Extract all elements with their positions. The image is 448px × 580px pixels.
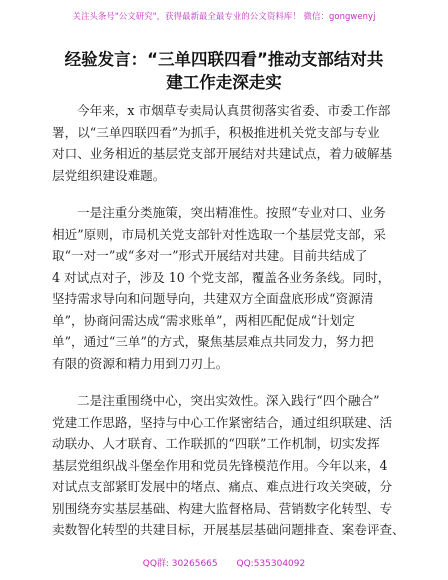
document-body <box>52 100 405 541</box>
text-line: 取“一对一”或“多对一”形式开展结对共建。目前共结成了 <box>52 248 368 263</box>
title-line-2: 建工作走深走实 <box>166 73 282 92</box>
text-line: 4 对试点对子，涉及 10 个党支部，覆盖各业务条线。同时， <box>52 269 391 285</box>
text-line: 基层党组织战斗堡垒作用和党员先锋模范作用。今年以来，4 <box>52 457 388 473</box>
text-line: 单”，协商问需达成“需求账单”，两相匹配促成“计划定 <box>52 312 355 328</box>
paragraph-3 <box>52 390 405 541</box>
text-line: 别围绕夯实基层基础、构建大监督格局、营销数字化转型、专 <box>52 500 393 516</box>
text-line: 党建工作思路，坚持与中心工作紧密结合，通过组织联建、活 <box>52 414 393 430</box>
title-line-1: 经验发言：“三单四联四看”推动支部结对共 <box>64 50 384 69</box>
text-line: 坚持需求导向和问题导向，共建双方全面盘底形成“资源清 <box>52 291 374 306</box>
text-line: 署，以“三单四联四看”为抓手，积极推进机关党支部与专业 <box>52 124 380 140</box>
text-line: 卖数智化转型的共建目标，开展基层基础问题排查、案卷评查、 <box>52 522 405 537</box>
footer-qq-number: QQ:535304092 <box>236 559 306 569</box>
text-line: 二是注重围绕中心，突出实效性。深入践行“四个融合” <box>77 393 380 408</box>
text-line: 有限的资源和精力用到刀刃上。 <box>52 355 229 371</box>
text-line: 对试点支部紧盯发展中的堵点、痛点、难点进行攻关突破，分 <box>52 479 393 494</box>
footer-qq-group: QQ群: 30265665 <box>142 559 218 569</box>
paragraph-1 <box>52 100 398 186</box>
text-line: 相近”原则，市局机关党支部针对性选取一个基层党支部，采 <box>52 226 386 242</box>
text-line: 动联办、人才联育、工作联抓的“四联”工作机制，切实发挥 <box>52 436 380 451</box>
text-line: 今年来，x 市烟草专卖局认真贯彻落实省委、市委工作部 <box>77 103 391 118</box>
footer-contact <box>0 556 448 569</box>
text-line: 对口、业务相近的基层党支部开展结对共建试点，着力破解基 <box>52 146 393 161</box>
text-line: 一是注重分类施策，突出精准性。按照“专业对口、业务 <box>77 205 386 220</box>
text-line: 单”，通过“三单”的方式，聚焦基层难点共同发力，努力把 <box>52 334 374 349</box>
paragraph-2 <box>52 202 398 374</box>
text-line: 层党组织建设难题。 <box>52 167 166 183</box>
header-banner: 关注头条号"公文研究"，获得最新最全最专业的公文资料库！ 微信：gongwenyj <box>72 11 376 21</box>
document-title <box>0 48 448 94</box>
